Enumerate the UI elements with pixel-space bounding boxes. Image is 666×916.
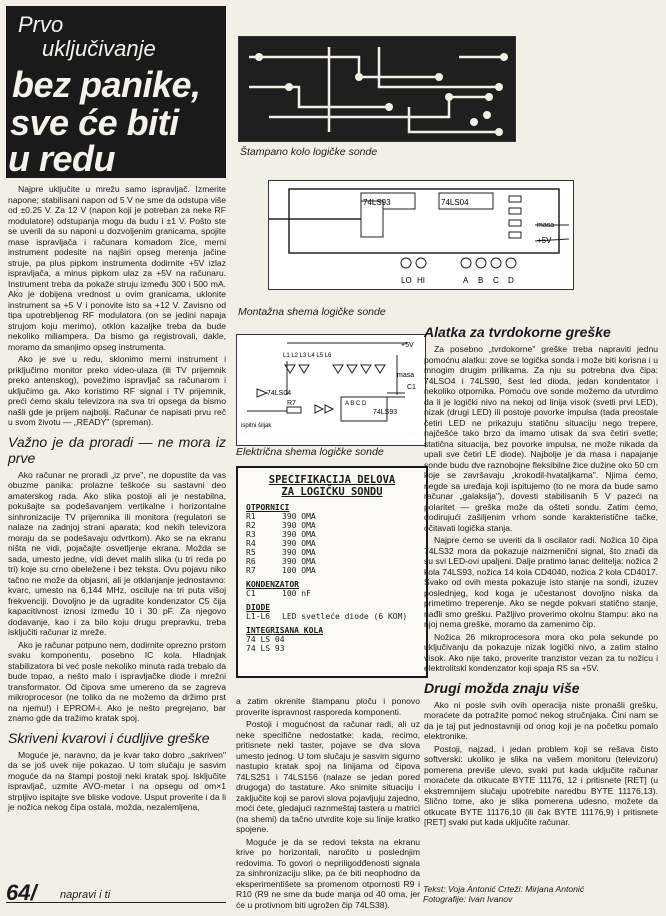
page-number: 64/ xyxy=(6,880,37,905)
cnt-label: 74LS93 xyxy=(373,409,398,416)
ic1-label: 74LS93 xyxy=(363,198,391,207)
led-label-d: D xyxy=(508,276,514,285)
capacitor-heading: KONDENZATOR xyxy=(246,580,299,589)
credits-line-2: Fotografije: Ivan Ivanov xyxy=(423,894,513,904)
parts-title-1: SPECIFIKACIJA DELOVA xyxy=(268,474,396,486)
paragraph: Moguće je, naravno, da je kvar tako dobro „sakriven" da se još uvek nije pokazao. U tom slučaju je sasvim moguće da na štampi postoji neki kratak spoj. Isključite ispravljač, uzmite AVO-metar i na opsegu od om×1 strpljivo ispitajte sve bliske vodove. Usput proverite i da li je nožica nekog čipa ostala, možda, nezalemljena, xyxy=(8,749,226,812)
parts-list-box xyxy=(236,466,428,678)
leds-label: L1 L2 L3 L4 L5 L6 xyxy=(283,353,332,359)
column-middle xyxy=(236,696,420,912)
paragraph: Najpre ćemo se uveriti da li oscilator radi. Nožica 10 čipa 74LS32 mora da pokazuje naizmenični signal, što znači da su svi LED-ovi upaljeni. Dalje pratimo lanac delitelja: nožica 2 kola 74LS93, nožica 14 kola CD4040, nožica 2 kola CD4017. Svako od ovih mesta pokazuje isto stanje na sondi, izuzev poslednjeg, kod koga je učestanost dovoljno niska da primetimo treperenje. Ako se negde pokvari statično stanje, nađli smo grešku. Pažljivo proverimo okolnu štampu: ako na njoj nema greške, moramo da zamenimo čip. xyxy=(424,535,658,629)
title-line-3: bez panike, xyxy=(12,64,201,105)
masa-label: masa xyxy=(397,372,415,379)
parts-row: L1-L6 LED svetleće diode (6 KOM) xyxy=(246,612,408,621)
parts-row: R1 390 OMA xyxy=(246,512,316,521)
pcb-drawing xyxy=(239,37,515,141)
paragraph: Najpre uključite u mrežu samo ispravljač. Izmerite napone; stabilisani napon od 5 V ne sme da odstupa više od ±0.25 V. Za 12 V (napon koji je potreban za neke RF modulatore) odstupanja mogu da budu i ±1 V. Pošto ste se uverili da su naponi u dozvoljenim granicama, spojite mase ispravljača i računara komadom žice, merni instrument podesite na najširi opseg merenja jačine struje, pa plus pipkom instrumenta dodirnite +5V izlaz ispravljača, a minus pipkom ulaz za +5V na računaru. Instrument treba da pokaže struju između 300 i 500 mA. Ako je dobijena vrednost u ovim granicama, uklonite instrument sa +5 V i ponovite isto sa +12 V. Zavisno od tipa upotrebljenog RF modulatora (on se jedini napaja strujom koju merimo), otklon kazaljke treba da bude nekoliko miliampera. Da bismo ga registrovali, dakle, moramo da smanjimo opseg instrumenta. xyxy=(8,184,226,352)
title-line-1: Prvo xyxy=(18,12,64,37)
electric-caption: Električna shema logičke sonde xyxy=(236,446,384,458)
pcb-figure xyxy=(238,36,516,142)
paragraph: Nožica 26 mikroprocesora mora oko pola sekunde po uključivanju da pokazuje nizak logički nivo, a zatim stalno visok. Ako nije tako, proverite tranzistor vezan za tu nožicu i elektrolitski kondenzator koji spaja R5 sa +5V. xyxy=(424,631,658,673)
paragraph: Moguće je da se redovi teksta na ekranu krive po horizontali, naročito u poslednjim redovima. To govori o nepriligodđenosti signala za sinhronizaciju slike, pa će biti neophodno da eksperimentišete sa promenom otpornosti R9 i R10 (R9 ne sme da bude manja od 40 oma, jer će u protivnom biti ugrožen čip 74LS38). xyxy=(236,836,420,910)
paragraph: Za posebno „tvrdokorne" greške treba napraviti jednu pomoćnu alatku: zove se logička sonda i može biti korisna i u mnogim drugim prilikama. Za nju su potrebna dva čipa: 74LSO4 i 74LS90, šest led dioda, jedan kondentator i nekoliko otpornika. Pomoću ove sonde možemo da utvrdimo da li je logički nivo na nekoj od linija visok (svetli prvi LED), nizak (drugi LED) ili postoje povorke impulsa (tada preostale četiri LED ne prikazuju statičnu situaciju nego trepere, najčešće tako brzo da imamo utisak da sva četiri svetle; statična situacija, bez povorke impulsa, ne može nikada da upali sve četiri LE diode). Najbolje je da masa i napajanje sonde budu dve raznobojne fleksibilne žice dužine oko 50 cm koje se završavaju „krokodil-hvataljkama". Njima ćemo, negde sa uređaja koji ispitujemo (to ne mora da bude samo računar „galaksija"), dovesti stabilisanih 5 V pazeći na polaritet — greška može da ošteti sondu. Zatim ćemo, dodirujući zašiljenim vrhom sonde karakteristične tačke, očitavati logička stanja. xyxy=(424,344,658,533)
parts-title-2: ZA LOGIČKU SONDU xyxy=(281,486,383,498)
section-heading: Važno je da proradi — ne mora iz prve xyxy=(8,433,226,466)
footer-rule xyxy=(6,902,226,903)
resistors-heading: OTPORNICI xyxy=(246,503,290,512)
parts-row: 74 LS 93 xyxy=(246,644,285,653)
masa-label: masa xyxy=(537,222,555,229)
probe-label: ispitni šiljak xyxy=(241,423,272,429)
credits-line-1: Tekst: Voja Antonić Crteži: Mirjana Antonić xyxy=(423,884,585,894)
parts-row: C1 100 nF xyxy=(246,589,311,598)
paragraph: a zatim okrenite štampanu ploču i ponovo proverite ispravnost rasporeda komponenti. xyxy=(236,696,420,717)
paragraph: Postoji, najzad, i jedan problem koji se rešava čisto softverski: ukoliko je slika na vašem monitoru (televizoru) pomerena previše ulevo, svaki put kada uključite računar moraćete da otkucate BYTE 11176, 12 i pritisnete [RET] (u ekstremnijem slučaju upotrebite naredbu BYTE 11176,13). Slično tome, ako je slika pomerena udesno, možete da otkucate BYTE 11176,10 (ili čak BYTE 11176,9) i pritisnete [RET] svaki put kada uključite računar. xyxy=(424,743,658,827)
section-heading: Alatka za tvrdokorne greške xyxy=(424,324,611,340)
diode-heading: DIODE xyxy=(246,603,271,612)
paragraph: Ako računar ne proradi „iz prve", ne dopustite da vas obuzme panika: prolazne teškoće su sastavni deo amaterskog rada. Ako slika postoji ali je nestabilna, pokušajte sa podešavanjem vertikalne i horizontalne sinhronizacije TV prijemnika ili monitora (regulatori se nalaze na zadnjoj strani aparata; kod nekih televizora moraju da se podešavaju odvrtkom). Ako se na ekranu ništa ne vidi, pojačajte osvetljenje ekrana. Možda se sada, umesto jedne, vidi devet malih slika (u tri reda po tri) koje su crno obeležene i bez teksta. Ovu pojavu niko tačno ne može da objasni, ali je otklanjanje jednostavno: kvarc, umesto na 6,144 MHz, osciluje na tri puta višoj frekvenciji. Dovoljno je da ugradite kondenzator C5 čija kapacitivnost iznosi između 10 i 30 pF. Za njegovo dodavanje, kao i za bilo koju drugu prepravku, treba isključiti računar iz mreže. xyxy=(8,469,226,637)
led-label-a: A xyxy=(463,276,469,285)
inv-label: 74LS04 xyxy=(267,390,292,397)
electric-drawing xyxy=(237,335,425,445)
led-label-hi: HI xyxy=(417,276,425,285)
parts-row: R3 390 OMA xyxy=(246,530,316,539)
title-line-2: uključivanje xyxy=(42,36,156,61)
section-heading: Skriveni kvarovi i ćudljive greške xyxy=(8,729,210,746)
assembly-caption: Montažna shema logičke sonde xyxy=(238,306,386,318)
paragraph: Ako je sve u redu, sklonimo merni instrument i priključimo monitor preko video-ulaza (ili TV prijemnik preko antenskog), povežimo ispravljač sa računarom i uključimo ga. Ako koristimo RF signal i TV prijemnik, preći ćemo skalu televizora na sva tri opsega da bismo našli gde je prijem najbolji. Računar će napisati prvu reč u svom životu — „READY" (spreman). xyxy=(8,354,226,427)
parts-row: R4 390 OMA xyxy=(246,539,316,548)
magazine-name: napravi i ti xyxy=(60,889,111,901)
ic2-label: 74LS04 xyxy=(441,198,469,207)
parts-row: R2 390 OMA xyxy=(246,521,316,530)
assembly-figure xyxy=(268,180,574,290)
ic-heading: INTEGRISANA KOLA xyxy=(246,626,324,635)
column-right xyxy=(424,318,658,830)
plus5-label: +5V xyxy=(537,236,552,245)
led-label-lo: LO xyxy=(401,276,412,285)
paragraph: Ako ni posle svih ovih operacija niste pronašli grešku, moraćete da potražite pomoć nekog stručnjaka. Čini nam se da je taj put jednostavniji od onog koji je na početku pomalo elektronike. xyxy=(424,699,658,741)
electric-figure xyxy=(236,334,426,446)
parts-row: R6 390 OMA xyxy=(246,557,316,566)
paragraph: Postoji i mogućnost da računar radi, ali uz neke specifične nedostatke: kada, recimo, pritisnete neki taster, pojave se dva slova umesto jednog. U tom slučaju je sasvim sigurno nastupio kratak spoj na linijama od čipova 74LS251 i 74LS156 (nalaze se jedan pored drugoga) do tastature. Ako snimite situaciju i zaključite koji se parovi slova pojavljuju zajedno, moći ćete, gledajući raznmeštaj tastera u matrici (na shemi) da tačno utvrdite koje su linije kratko spojene. xyxy=(236,719,420,834)
led-label-b: B xyxy=(478,276,484,285)
r7-label: R7 xyxy=(287,400,296,407)
article-title-block xyxy=(6,6,226,178)
parts-row: 74 LS 04 xyxy=(246,635,285,644)
credits xyxy=(423,884,584,904)
paragraph: Ako je računar potpuno nem, dodirnite oprezno prstom svaku komponentu, posebno IC kola. Hladnjak stabilizatora bi već posle nekoliko minuta rada trebalo da bude topao, a nešto malo i ispravljačke diode i mrežni transformator. Od čipova sme umereno da se zagreva mikroprocesor (ne toliko da ne možemo da držimo prst na njemu!) i EPROM-i. Ako je nešto pregrejano, bar znamo gde da tražimo kratak spoj. xyxy=(8,639,226,723)
section-heading: Drugi možda znaju više xyxy=(424,679,580,696)
led-label-c: C xyxy=(493,276,499,285)
c1-label: C1 xyxy=(407,384,416,391)
title-line-4: sve će biti xyxy=(10,102,179,143)
parts-row: R7 100 OMA xyxy=(246,566,316,575)
column-left xyxy=(8,184,226,815)
abcd-label: A B C D xyxy=(345,401,367,407)
title-line-5: u redu xyxy=(8,138,116,179)
parts-row: R5 390 OMA xyxy=(246,548,316,557)
plus5-label: +5V xyxy=(401,342,414,349)
pcb-caption: Štampano kolo logičke sonde xyxy=(240,146,378,158)
assembly-drawing xyxy=(269,181,573,289)
